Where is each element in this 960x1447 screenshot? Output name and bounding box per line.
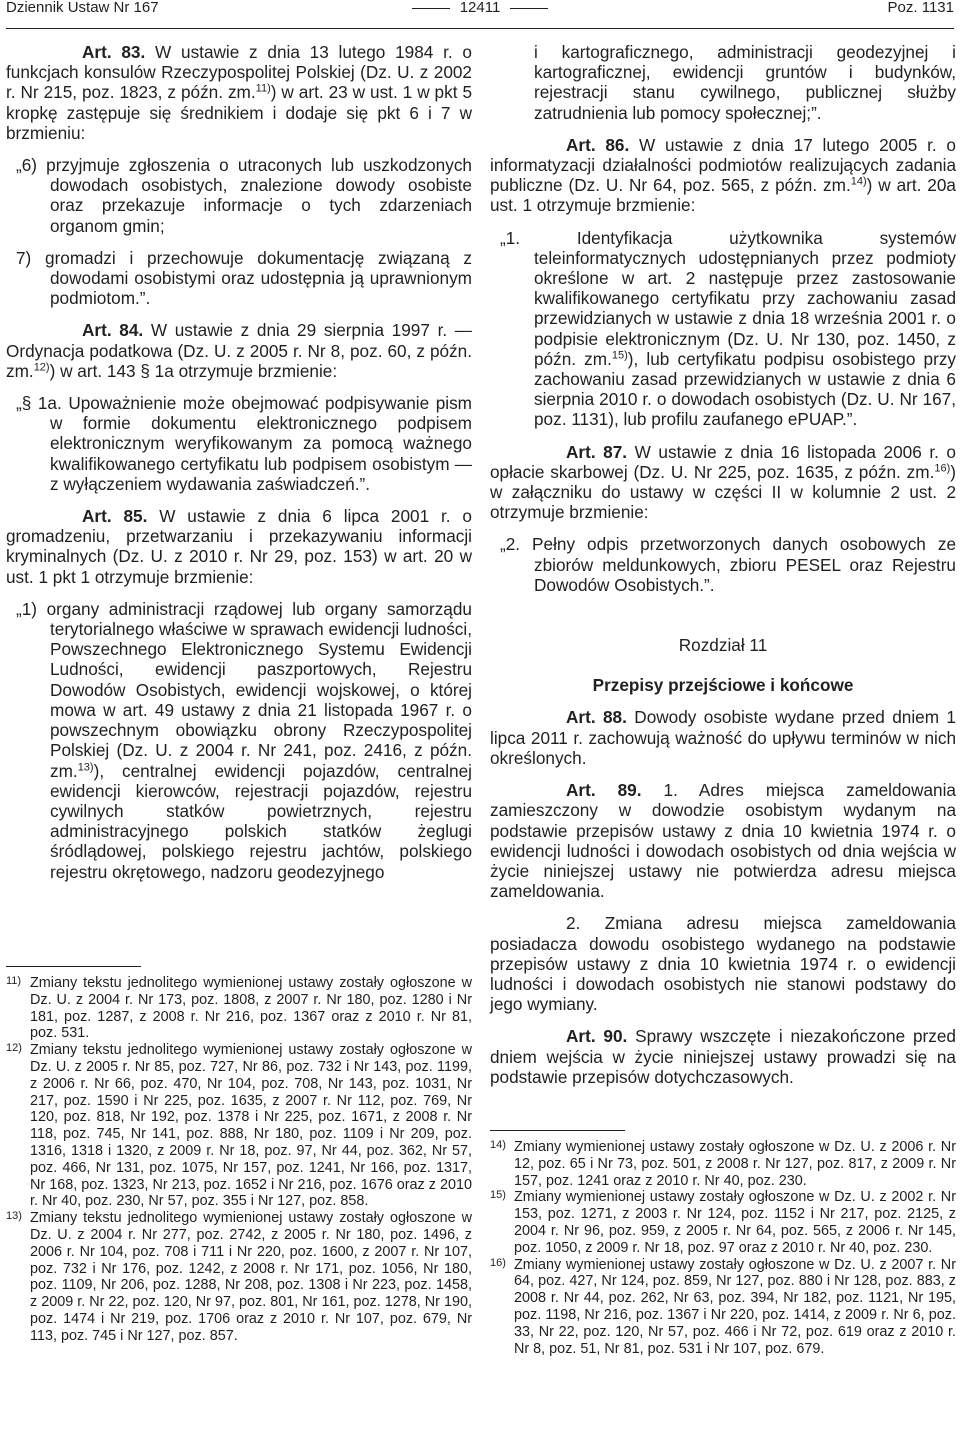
footnote-13 [6, 1210, 472, 1344]
footnote-11-text: Zmiany tekstu jednolitego wymienionej ustawy zostały ogłoszone w Dz. U. z 2004 r. Nr 173, poz. 1808, z 2007 r. Nr 180, poz. 1280 i Nr 181, poz. 1287, z 2008 r. Nr 216, poz. 1367 oraz z 2010 r. Nr 81, poz. 531. [30, 975, 472, 1042]
journal-title: Dziennik Ustaw Nr 167 [6, 0, 159, 16]
art-88 [490, 707, 956, 768]
item-1-continued: i kartograficznego, administracji geodezyjnej i kartograficznej, ewidencji gruntów i budynków, rejestracji stanu cywilnego, publicznej służby zatrudnienia lub pomocy społecznej;”. [534, 42, 956, 123]
footnote-13-text: Zmiany tekstu jednolitego wymienionej ustawy zostały ogłoszone w Dz. U. z 2004 r. Nr 277, poz. 2742, z 2005 r. Nr 180, poz. 1496, z 2006 r. Nr 104, poz. 708 i 711 i Nr 220, poz. 1600, z 2007 r. Nr 107, poz. 732 i Nr 176, poz. 1242, z 2008 r. Nr 171, poz. 1056, Nr 180, poz. 1109, Nr 206, poz. 1288, Nr 208, poz. 1308 i Nr 223, poz. 1458, z 2009 r. Nr 22, poz. 120, Nr 97, poz. 801, Nr 161, poz. 1278, Nr 190, poz. 1474 i Nr 219, poz. 1706 oraz z 2010 r. Nr 107, poz. 679, Nr 113, poz. 745 i Nr 127, poz. 857. [30, 1210, 472, 1344]
chapter-title: Przepisy przejściowe i końcowe [592, 675, 854, 696]
footnote-ref-16: 16) [934, 462, 951, 475]
art-87-text: W ustawie z dnia 16 listopada 2006 r. o opłacie skarbowej (Dz. U. Nr 225, poz. 1635, z późn. zm. [490, 441, 956, 482]
footnote-16-text: Zmiany wymienionej ustawy zostały ogłoszone w Dz. U. z 2007 r. Nr 64, poz. 427, Nr 124, poz. 859, Nr 127, poz. 880 i Nr 128, poz. 883, z 2008 r. Nr 44, poz. 262, Nr 63, poz. 394, Nr 182, poz. 1121, Nr 195, poz. 1198, Nr 216, poz. 1367 i Nr 220, poz. 1414, z 2009 r. Nr 6, poz. 33, Nr 22, poz. 120, Nr 57, poz. 466 i Nr 72, poz. 619 oraz z 2010 r. Nr 8, poz. 51, Nr 81, poz. 531 i Nr 107, poz. 679. [514, 1256, 956, 1357]
item-1 [16, 598, 472, 882]
left-column [6, 42, 472, 882]
footnote-12 [6, 1042, 472, 1210]
footnote-15-text: Zmiany wymienionej ustawy zostały ogłoszone w Dz. U. z 2002 r. Nr 153, poz. 1271, z 2003 r. Nr 124, poz. 1152 i Nr 217, poz. 2125, z 2004 r. Nr 96, poz. 959, z 2005 r. Nr 64, poz. 565, z 2006 r. Nr 145, poz. 1050, z 2009 r. Nr 18, poz. 97 oraz z 2010 r. Nr 40, poz. 230. [514, 1189, 956, 1256]
footnote-16 [490, 1257, 956, 1358]
item-7: 7) gromadzi i przechowuje dokumentację związaną z dowodami osobistymi oraz udostępnia ją uprawnionym podmiotom.”. [16, 247, 472, 309]
art-86-text: W ustawie z dnia 17 lutego 2005 r. o informatyzacji działalności podmiotów realizujących zadania publiczne (Dz. U. Nr 64, poz. 565, z późn. zm. [490, 134, 956, 196]
footnote-11 [6, 975, 472, 1042]
art-83-text-2: ) w art. 23 w ust. 1 w pkt 5 kropkę zastępuje się średnikiem i dodaje się pkt 6 i 7 w brzmieniu: [6, 82, 473, 143]
ust-1 [500, 227, 956, 430]
art-83-label: Art. 83. [82, 42, 146, 62]
footnote-15-number: 15) [490, 1189, 506, 1202]
footnote-16-number: 16) [490, 1256, 506, 1269]
dash-right [510, 8, 548, 9]
art-90-text: Sprawy wszczęte i niezakończone przed dniem wejścia w życie niniejszej ustawy prowadzi się na podstawie przepisów dotychczasowych. [490, 1026, 956, 1087]
art-85-text: W ustawie z dnia 6 lipca 2001 r. o gromadzeniu, przetwarzaniu i przekazywaniu informacji kryminalnych (Dz. U. z 2010 r. Nr 29, poz. 153) w art. 20 w ust. 1 pkt 1 otrzymuje brzmienie: [6, 506, 472, 587]
art-87-text-2: ) w załączniku do ustawy w części II w kolumnie 2 ust. 2 otrzymuje brzmienie: [490, 461, 956, 523]
ust-1-text-2: ), lub certyfikatu podpisu osobistego przy zachowaniu zasad przewidzianych w ustawie z dnia 6 sierpnia 2010 r. o dowodach osobistych (Dz. U. Nr 167, poz. 1131), lub profilu zaufanego ePUAP.”. [534, 348, 956, 430]
footnote-11-number: 11) [6, 975, 22, 987]
footnote-ref-11: 11) [255, 82, 271, 95]
header-rule [6, 28, 954, 29]
art-89-ust-2: 2. Zmiana adresu miejsca zameldowania posiadacza dowodu osobistego wydanego na podstawie przepisów ustawy z dnia 10 kwietnia 1974 r. o ewidencji ludności i dowodach osobistych nie stanowi podstawy do jego wymiany. [490, 913, 956, 1015]
art-90-label: Art. 90. [566, 1026, 628, 1047]
dash-left [412, 8, 450, 9]
art-87-label: Art. 87. [566, 441, 628, 462]
art-84 [6, 320, 472, 381]
art-84-label: Art. 84. [82, 320, 144, 341]
art-89 [490, 780, 956, 901]
art-83 [6, 42, 472, 143]
art-88-label: Art. 88. [566, 707, 627, 728]
footnote-ref-12: 12) [33, 361, 50, 374]
footnote-12-number: 12) [6, 1042, 22, 1055]
ust-2: „2. Pełny odpis przetworzonych danych osobowych ze zbiorów meldunkowych, zbioru PESEL oraz Rejestru Dowodów Osobistych.”. [500, 534, 956, 595]
art-84-text: W ustawie z dnia 29 sierpnia 1997 r. — Ordynacja podatkowa (Dz. U. z 2005 r. Nr 8, poz. 60, z późn. zm. [6, 320, 472, 381]
art-86 [490, 135, 956, 216]
art-83-text: W ustawie z dnia 13 lutego 1984 r. o funkcjach konsulów Rzeczypospolitej Polskiej (Dz. U. z 2002 r. Nr 215, poz. 1823, z późn. zm. [6, 42, 472, 103]
page-number-text: 12411 [459, 0, 501, 16]
right-column [490, 42, 956, 1087]
art-89-label: Art. 89. [566, 780, 642, 801]
art-87 [490, 442, 956, 523]
art-89-text: 1. Adres miejsca zameldowania zamieszczony w dowodzie osobistym wydanym na podstawie przepisów ustawy z dnia 10 kwietnia 1974 r. o ewidencji ludności i dowodach osobistych od dnia wejścia w życie niniejszej ustawy nie potwierdza adresu miejsca zameldowania. [490, 780, 956, 902]
footnotes-left [6, 966, 472, 1345]
paragraph-1a: „§ 1a. Upoważnienie może obejmować podpisywanie pism w formie dokumentu elektronicznego podpisem elektronicznym weryfikowanym za pomocą ważnego kwalifikowanego certyfikatu lub podpisem osobistym — z wyłączeniem wydawania zaświadczeń.”. [16, 393, 472, 494]
footnote-14-text: Zmiany wymienionej ustawy zostały ogłoszone w Dz. U. z 2006 r. Nr 12, poz. 65 i Nr 73, poz. 501, z 2008 r. Nr 127, poz. 817, z 2009 r. Nr 157, poz. 1241 oraz z 2010 r. Nr 40, poz. 230. [514, 1139, 956, 1189]
art-88-text: Dowody osobiste wydane przed dniem 1 lipca 2011 r. zachowują ważność do upływu terminów w nich określonych. [490, 707, 956, 768]
footnote-12-text: Zmiany tekstu jednolitego wymienionej ustawy zostały ogłoszone w Dz. U. z 2005 r. Nr 85, poz. 727, Nr 86, poz. 732 i Nr 143, poz. 1199, z 2006 r. Nr 66, poz. 470, Nr 104, poz. 708, Nr 143, poz. 1031, Nr 217, poz. 1590 i Nr 225, poz. 1635, z 2007 r. Nr 112, poz. 769, Nr 120, poz. 818, Nr 192, poz. 1378 i Nr 225, poz. 1671, z 2008 r. Nr 118, poz. 745, Nr 141, poz. 888, Nr 180, poz. 1109 i Nr 209, poz. 1316, 1318 i 1320, z 2009 r. Nr 18, poz. 97, Nr 44, poz. 362, Nr 57, poz. 466, Nr 131, poz. 1075, Nr 157, poz. 1241, Nr 166, poz. 1317, Nr 168, poz. 1323, Nr 213, poz. 1652 i Nr 216, poz. 1676 oraz z 2010 r. Nr 40, poz. 230, Nr 57, poz. 355 i Nr 127, poz. 858. [30, 1042, 472, 1210]
ust-1-text: „1. Identyfikacja użytkownika systemów teleinformatycznych udostępnianych przez podmioty określone w art. 2 następuje przez zastosowanie kwalifikowanego certyfikatu przy zachowaniu zasad przewidzianych w ustawie z dnia 18 września 2001 r. o podpisie elektronicznym (Dz. U. Nr 130, poz. 1450, z późn. zm. [500, 227, 956, 369]
chapter-number: Rozdział 11 [678, 635, 768, 656]
footnote-15 [490, 1189, 956, 1256]
footnote-14-number: 14) [490, 1139, 506, 1151]
position-number: Poz. 1131 [887, 0, 954, 16]
footnote-ref-13: 13) [77, 760, 94, 773]
footnotes-right [490, 1130, 956, 1357]
art-86-text-2: ) w art. 20a ust. 1 otrzymuje brzmienie: [490, 175, 956, 216]
art-90 [490, 1026, 956, 1087]
footnote-ref-14: 14) [850, 175, 867, 188]
art-84-text-2: ) w art. 143 § 1a otrzymuje brzmienie: [49, 360, 338, 381]
footnote-13-number: 13) [6, 1210, 22, 1223]
footnote-14 [490, 1139, 956, 1189]
art-85-label: Art. 85. [82, 506, 148, 527]
page-number [0, 0, 960, 16]
art-85 [6, 506, 472, 587]
footnote-ref-15: 15) [611, 349, 628, 362]
item-1-text-2: ), centralnej ewidencji pojazdów, centralnej ewidencji kierowców, rejestracji pojazdów, rejestru cywilnych statków powietrznych, rejestru administracyjnego polskich statków żeglugi śródlądowej, polskiego rejestru jachtów, polskiego rejestru okrętowego, nadzoru geodezyjnego [50, 760, 472, 882]
item-1-text: „1) organy administracji rządowej lub organy samorządu terytorialnego właściwe w sprawach ewidencji ludności, Powszechnego Elektronicznego Systemu Ewidencji Ludności, ewidencji paszportowych, Rejestru Dowodów Osobistych, ewidencji wojskowej, o której mowa w art. 49 ustawy z dnia 21 listopada 1967 r. o powszechnym obowiązku obrony Rzeczypospolitej Polskiej (Dz. U. z 2004 r. Nr 241, poz. 2416, z późn. zm. [16, 598, 472, 781]
item-6: „6) przyjmuje zgłoszenia o utraconych lub uszkodzonych dowodach osobistych, znalezione dowody osobiste oraz przekazuje informacje o tych zdarzeniach organom gmin; [16, 155, 472, 236]
art-86-label: Art. 86. [566, 134, 630, 155]
